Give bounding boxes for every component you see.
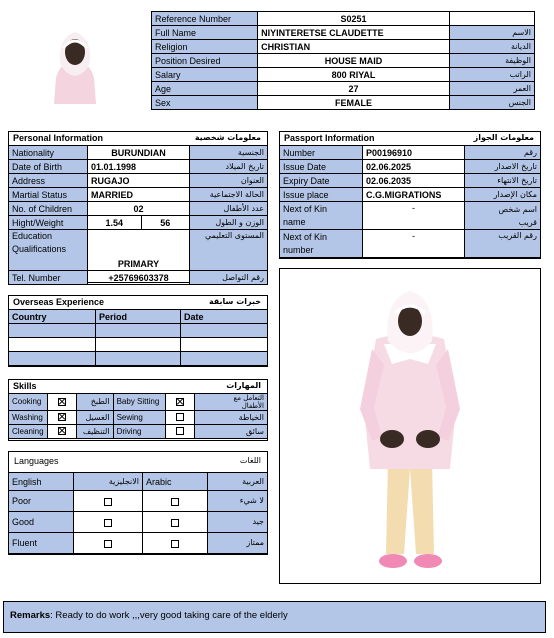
education-label [9, 230, 88, 271]
lang-poor-label: Poor [9, 491, 74, 512]
tel-value: +25769603378 [88, 271, 190, 285]
passport-info-section [279, 131, 541, 259]
remarks-text: : Ready to do work ,,,very good taking care of the elderly [50, 610, 288, 621]
dob-value: 01.01.1998 [88, 160, 190, 174]
children-value: 02 [88, 202, 190, 216]
remarks-label: Remarks [10, 610, 51, 621]
skills-table [8, 393, 268, 439]
expiry-date-value: 02.06.2035 [363, 174, 465, 188]
education-label-line2: Qualifications [12, 244, 67, 254]
dob-ar: تاريخ الميلاد [190, 160, 268, 174]
address-label: Address [9, 174, 88, 188]
kin-name-value: - [363, 202, 465, 230]
kin-number-value: - [363, 230, 465, 258]
issue-place-value: C.G.MIGRATIONS [363, 188, 465, 202]
skill-baby-ar [194, 394, 267, 411]
dob-label: Date of Birth [9, 160, 88, 174]
lang-poor-ar: لا شيء [208, 491, 268, 512]
lang-english-ar: الانجليزية [74, 473, 143, 491]
position-value: HOUSE MAID [258, 54, 450, 68]
overseas-table [8, 309, 268, 366]
skill-driving-ar: سائق [194, 425, 267, 439]
lang-arabic-label: Arabic [143, 473, 208, 491]
skill-washing-label: Washing [9, 411, 48, 425]
weight-value: 56 [141, 216, 189, 230]
lang-good-english-check[interactable] [74, 512, 143, 533]
checkbox-checked-icon [176, 398, 184, 406]
lang-good-label: Good [9, 512, 74, 533]
skills-title: Skills [13, 381, 37, 391]
skill-baby-check[interactable] [165, 394, 194, 411]
children-label: No. of Children [9, 202, 88, 216]
col-date: Date [181, 310, 268, 324]
header-row-age [152, 82, 535, 96]
marital-ar: الحالة الاجتماعية [190, 188, 268, 202]
reference-value: S0251 [258, 12, 450, 26]
lang-arabic-ar: العربية [208, 473, 268, 491]
overseas-row [9, 324, 268, 338]
age-ar: العمر [449, 82, 534, 96]
passport-number-ar: رقم [465, 146, 541, 160]
kin-name-label-line2: name [283, 216, 306, 227]
kin-number-label-line1: Next of Kin [283, 231, 328, 242]
skill-cooking-label: Cooking [9, 394, 48, 411]
header-row-name [152, 26, 535, 40]
kin-name-ar [465, 202, 541, 230]
passport-info-table [279, 145, 541, 258]
passport-number-label: Number [280, 146, 363, 160]
checkbox-empty-icon [171, 540, 179, 548]
skill-cleaning-check[interactable] [47, 425, 76, 439]
age-label: Age [152, 82, 258, 96]
languages-section [8, 451, 268, 555]
skill-driving-check[interactable] [165, 425, 194, 439]
personal-info-section [8, 131, 268, 283]
full-body-photo [279, 268, 541, 584]
education-ar: المستوى التعليمي [190, 230, 268, 271]
nationality-label: Nationality [9, 146, 88, 160]
issue-date-ar: تاريخ الاصدار [465, 160, 541, 174]
marital-value: MARRIED [88, 188, 190, 202]
reference-label: Reference Number [152, 12, 258, 26]
nationality-ar: الجنسية [190, 146, 268, 160]
position-ar: الوظيفة [449, 54, 534, 68]
checkbox-empty-icon [171, 519, 179, 527]
skill-washing-ar: الغسيل [76, 411, 113, 425]
overseas-section [8, 295, 268, 367]
issue-date-label: Issue Date [280, 160, 363, 174]
checkbox-checked-icon [58, 398, 66, 406]
skill-sewing-label: Sewing [113, 411, 165, 425]
lang-poor-english-check[interactable] [74, 491, 143, 512]
height-weight-ar: الوزن و الطول [190, 216, 268, 230]
lang-fluent-ar: ممتاز [208, 533, 268, 554]
col-country: Country [9, 310, 96, 324]
skill-cleaning-ar: التنظيف [76, 425, 113, 439]
remarks-bar [3, 601, 546, 633]
personal-info-title: Personal Information [13, 133, 104, 143]
kin-name-ar-line2: قريب [518, 217, 537, 227]
header-row-reference [152, 12, 535, 26]
salary-value: 800 RIYAL [258, 68, 450, 82]
header-row-position [152, 54, 535, 68]
kin-name-label-line1: Next of Kin [283, 203, 328, 214]
lang-good-ar: جيد [208, 512, 268, 533]
personal-info-table [8, 145, 268, 285]
overseas-row [9, 338, 268, 352]
checkbox-empty-icon [104, 498, 112, 506]
position-label: Position Desired [152, 54, 258, 68]
name-value: NIYINTERETSE CLAUDETTE [258, 26, 450, 40]
personal-info-title-ar: معلومات شخصية [194, 133, 261, 142]
skill-baby-ar-line2: الأطفال [241, 402, 264, 410]
lang-fluent-english-check[interactable] [74, 533, 143, 554]
checkbox-empty-icon [171, 498, 179, 506]
skill-washing-check[interactable] [47, 411, 76, 425]
skill-cleaning-label: Cleaning [9, 425, 48, 439]
skill-cooking-check[interactable] [47, 394, 76, 411]
kin-number-label [280, 230, 363, 258]
kin-number-ar: رقم القريب [465, 230, 541, 258]
reference-ar [449, 12, 534, 26]
skill-driving-label: Driving [113, 425, 165, 439]
header-row-salary [152, 68, 535, 82]
portrait-photo [46, 18, 104, 104]
name-label: Full Name [152, 26, 258, 40]
skill-baby-label: Baby Sitting [113, 394, 165, 411]
languages-title-ar: اللغات [239, 456, 261, 465]
kin-name-label [280, 202, 363, 230]
sex-label: Sex [152, 96, 258, 110]
skill-baby-ar-line1: التعامل مع [233, 394, 264, 402]
overseas-row [9, 352, 268, 366]
issue-place-ar: مكان الإصدار [465, 188, 541, 202]
issue-place-label: Issue place [280, 188, 363, 202]
lang-fluent-arabic-check[interactable] [143, 533, 208, 554]
marital-label: Martial Status [9, 188, 88, 202]
lang-fluent-label: Fluent [9, 533, 74, 554]
religion-value: CHRISTIAN [258, 40, 450, 54]
expiry-date-ar: تاريخ الانتهاء [465, 174, 541, 188]
checkbox-empty-icon [176, 427, 184, 435]
lang-good-arabic-check[interactable] [143, 512, 208, 533]
passport-info-title: Passport Information [284, 133, 375, 143]
overseas-title: Overseas Experience [13, 297, 105, 307]
nationality-value: BURUNDIAN [88, 146, 190, 160]
header-row-religion [152, 40, 535, 54]
lang-english-label: English [9, 473, 74, 491]
name-ar: الاسم [449, 26, 534, 40]
expiry-date-label: Expiry Date [280, 174, 363, 188]
checkbox-empty-icon [104, 519, 112, 527]
skills-section [8, 379, 268, 441]
skills-title-ar: المهارات [226, 381, 261, 390]
overseas-title-ar: خبرات سابقة [208, 297, 261, 306]
sex-value: FEMALE [258, 96, 450, 110]
age-value: 27 [258, 82, 450, 96]
skill-sewing-ar: الخياطة [194, 411, 267, 425]
religion-label: Religion [152, 40, 258, 54]
salary-ar: الراتب [449, 68, 534, 82]
checkbox-checked-icon [58, 427, 66, 435]
education-label-line1: Education [12, 231, 53, 241]
lang-poor-arabic-check[interactable] [143, 491, 208, 512]
checkbox-checked-icon [58, 413, 66, 421]
address-value: RUGAJO [88, 174, 190, 188]
remarks-line [10, 610, 288, 621]
height-value: 1.54 [88, 216, 142, 230]
tel-label: Tel. Number [9, 271, 88, 285]
skill-sewing-check[interactable] [165, 411, 194, 425]
passport-info-title-ar: معلومات الجواز [473, 133, 534, 142]
checkbox-empty-icon [176, 413, 184, 421]
header-table [151, 11, 535, 110]
education-value: PRIMARY [88, 230, 190, 271]
header-row-sex [152, 96, 535, 110]
passport-number-value: P00196910 [363, 146, 465, 160]
salary-label: Salary [152, 68, 258, 82]
kin-name-ar-line1: اسم شخص [498, 204, 537, 214]
kin-number-label-line2: number [283, 244, 314, 255]
address-ar: العنوان [190, 174, 268, 188]
children-ar: عدد الأطفال [190, 202, 268, 216]
languages-table [8, 472, 268, 554]
height-weight-label: Hight/Weight [9, 216, 88, 230]
issue-date-value: 02.06.2025 [363, 160, 465, 174]
tel-ar: رقم التواصل [190, 271, 268, 285]
sex-ar: الجنس [449, 96, 534, 110]
languages-title: Languages [14, 456, 59, 466]
checkbox-empty-icon [104, 540, 112, 548]
col-period: Period [96, 310, 181, 324]
religion-ar: الديانة [449, 40, 534, 54]
skill-cooking-ar: الطبخ [76, 394, 113, 411]
